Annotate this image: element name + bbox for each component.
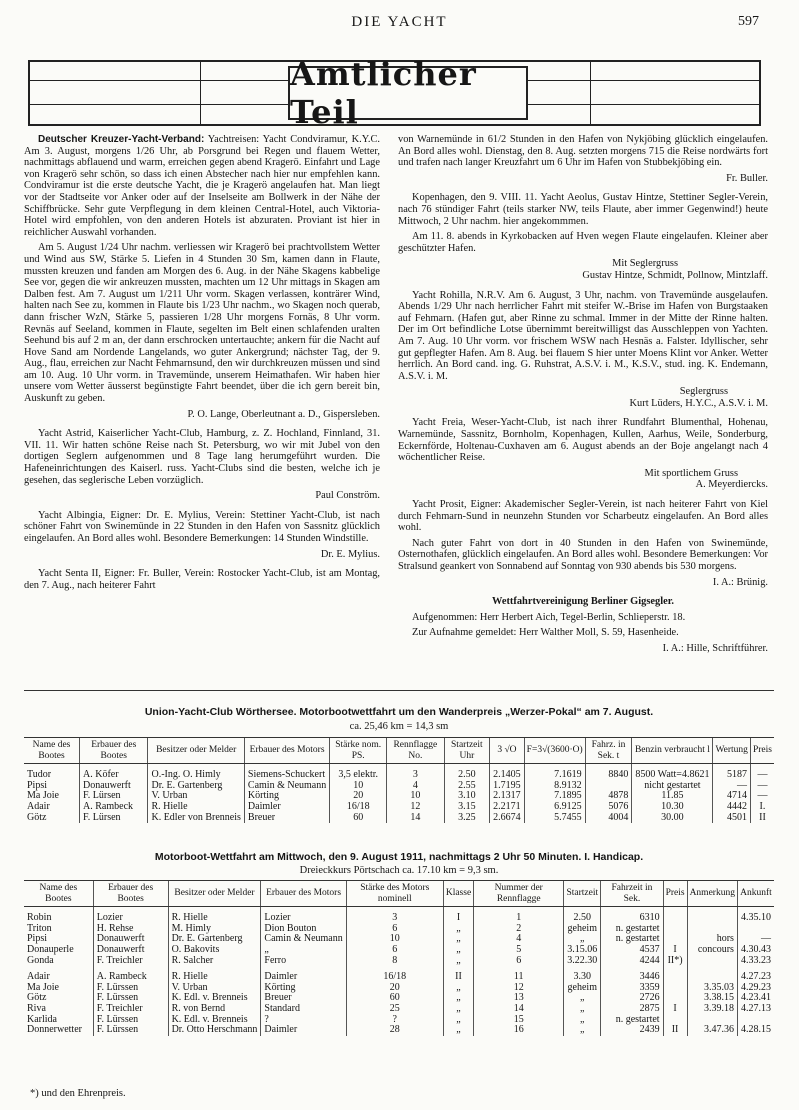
table-cell: Camin & Neumann bbox=[261, 934, 346, 945]
table-cell: K. Edl. v. Brenneis bbox=[168, 1015, 261, 1026]
table-cell: 1.7195 bbox=[490, 781, 525, 792]
table-cell: Ma Joie bbox=[27, 790, 59, 802]
table-cell: 8 bbox=[346, 956, 443, 967]
table-cell bbox=[687, 907, 737, 924]
table-cell: „ bbox=[443, 924, 473, 935]
table-cell: 4.35.10 bbox=[737, 907, 774, 924]
signature: P. O. Lange, Oberleutnant a. D., Gispersleben. bbox=[187, 408, 380, 420]
table-body bbox=[24, 907, 774, 1036]
table-cell: O. Bakovits bbox=[168, 945, 261, 956]
table-cell: 4.23.41 bbox=[737, 993, 774, 1004]
footnote: *) und den Ehrenpreis. bbox=[30, 1088, 126, 1099]
column-header: Fahrzeit in Sek. bbox=[601, 881, 663, 907]
column-header: Nummer der Rennflagge bbox=[474, 881, 564, 907]
table-cell: Camin & Neumann bbox=[244, 781, 329, 792]
table-cell: I bbox=[663, 945, 687, 956]
paragraph: Nach guter Fahrt von dort in 40 Stunden in den Hafen von Swinemünde, Osternothafen, glücklich eingelaufen. An Bord alles wohl. Besondere Bemerkungen: Vor Stralsund geankert von Sonnabend auf Sonntag von 930 abends bis 530 morgens. bbox=[398, 537, 768, 572]
table-cell bbox=[687, 966, 737, 983]
table-cell: A. Rambeck bbox=[93, 966, 168, 983]
table2-subtitle: Dreieckkurs Pörtschach ca. 17.10 km = 9,3 sm. bbox=[299, 865, 499, 876]
table-cell: R. Hielle bbox=[168, 907, 261, 924]
table-cell: 30.00 bbox=[632, 813, 713, 824]
table-cell: 7.1619 bbox=[524, 764, 585, 781]
table-cell: Dr. E. Gartenberg bbox=[168, 934, 261, 945]
table-cell: 8500 Watt=4.8621 bbox=[632, 764, 713, 781]
table-cell: 4244 bbox=[601, 956, 663, 967]
column-header: Preis bbox=[663, 881, 687, 907]
signature: A. Meyerdiercks. bbox=[695, 479, 768, 491]
table-cell: Standard bbox=[261, 1004, 346, 1015]
table-cell bbox=[663, 966, 687, 983]
table-cell: 2.6674 bbox=[490, 813, 525, 824]
table-cell: A. Rambeck bbox=[80, 802, 148, 813]
table-cell: II bbox=[663, 1025, 687, 1036]
table-cell: Donauwerft bbox=[80, 781, 148, 792]
table-cell: Karlida bbox=[27, 1013, 57, 1025]
signature: Fr. Buller. bbox=[726, 172, 768, 184]
column-header: Erbauer des Motors bbox=[261, 881, 346, 907]
table-cell: I bbox=[663, 1004, 687, 1015]
table-cell: Lozier bbox=[93, 907, 168, 924]
paragraph: Yacht Rohilla, N.R.V. Am 6. August, 3 Uhr, nachm. von Travemünde ausgelaufen. Abends 1/29 Uhr nach herrlicher Fahrt mit steifer W.-Brise im Hafen von Burgstaaken auf Fehmarn. (Hafen gut, aber Rinne zu schmal. Immer in der Mitte der Rinne halten. Der im Ort befindliche Lotse übernimmt bereitwilligst das Ausschleppen von Yachten. Am 7. Aug. 10 Uhr vorm. vor frischem WSW nach Hesnäs a. Falster. Idyllischer, sehr gut gepflegter Hafen. Am 8. Aug. bei flauem S hier unter Moens Klint vor Anker. Wetter herrlich. An Bord cand. ing. G. Ruhstrat, A.S.V. i. M., K.S.V., stud. ing. K. Endemann, A.S.V. i. M. bbox=[398, 289, 768, 382]
table-cell: Ferro bbox=[261, 956, 346, 967]
table-cell: F. Lürsen bbox=[80, 791, 148, 802]
column-header: Name des Bootes bbox=[24, 881, 93, 907]
section-divider bbox=[24, 690, 774, 691]
table-cell: Tudor bbox=[27, 769, 52, 781]
table-cell: 4.29.23 bbox=[737, 983, 774, 994]
table-cell: Körting bbox=[244, 791, 329, 802]
table-cell: „ bbox=[564, 1004, 601, 1015]
table-cell: 1 bbox=[474, 907, 564, 924]
table-cell: „ bbox=[564, 1025, 601, 1036]
table-cell: Donauwerft bbox=[93, 934, 168, 945]
table-cell: 12 bbox=[387, 802, 444, 813]
column-header: Besitzer oder Melder bbox=[148, 738, 244, 764]
table-cell: 2.50 bbox=[444, 764, 490, 781]
left-column bbox=[24, 134, 380, 595]
table-cell: Triton bbox=[27, 922, 52, 934]
paragraph: von Warnemünde in 61/2 Stunden in den Hafen von Nykjöbing glücklich eingelaufen. An Bord alles wohl. Dienstag, den 8. Aug. setzten morgens 715 die Reise nordwärts fort und trafen nach langer Kreuzfahrt um 6 Uhr im Hafen von Stubbekjöbing ein. bbox=[398, 134, 768, 169]
running-head: DIE YACHT bbox=[351, 14, 448, 30]
table-cell: 60 bbox=[330, 813, 387, 824]
table-cell: 3,5 elektr. bbox=[330, 764, 387, 781]
table-cell: Körting bbox=[261, 983, 346, 994]
table-cell: K. Edler von Brenneis bbox=[148, 813, 244, 824]
table-cell: 11.85 bbox=[632, 791, 713, 802]
signature: Kurt Lüders, H.Y.C., A.S.V. i. M. bbox=[629, 397, 768, 409]
table-cell: M. Himly bbox=[168, 924, 261, 935]
table-cell: II bbox=[750, 813, 774, 824]
column-header: 3 √O bbox=[490, 738, 525, 764]
column-header: Benzin verbraucht l bbox=[632, 738, 713, 764]
column-header: Anmerkung bbox=[687, 881, 737, 907]
table-cell: 2875 bbox=[601, 1004, 663, 1015]
table-cell: 4714 bbox=[713, 791, 750, 802]
table-cell: 6.9125 bbox=[524, 802, 585, 813]
table-row bbox=[24, 1004, 774, 1015]
paragraph: Aufgenommen: Herr Herbert Aich, Tegel-Berlin, Schlieperstr. 18. bbox=[412, 611, 686, 623]
table-cell: 3.38.15 bbox=[687, 993, 737, 1004]
table-cell: 3359 bbox=[601, 983, 663, 994]
column-header: Startzeit bbox=[564, 881, 601, 907]
table-cell: „ bbox=[443, 1004, 473, 1015]
table-cell: 4501 bbox=[713, 813, 750, 824]
table-header-row bbox=[24, 738, 774, 764]
table-cell: 5076 bbox=[585, 802, 632, 813]
table-cell: — bbox=[713, 781, 750, 792]
table-cell: Lozier bbox=[261, 907, 346, 924]
signature: Gustav Hintze, Schmidt, Pollnow, Mintzlaff. bbox=[582, 269, 768, 281]
table-cell: F. Lürsen bbox=[80, 813, 148, 824]
paragraph: Yacht Freia, Weser-Yacht-Club, ist nach ihrer Rundfahrt Blumenthal, Hohenau, Warnemünde, Sassnitz, Bornholm, Kopenhagen, Kullen, Aarhus, Weile, Sonderburg, Eckernförde, Holtenau-Cuxhaven am 6. August abends an der Boje angelangt nach 4 wöchentlicher Reise. bbox=[398, 417, 768, 464]
table-cell: 2.55 bbox=[444, 781, 490, 792]
results-table-1 bbox=[24, 737, 774, 823]
column-header: Besitzer oder Melder bbox=[168, 881, 261, 907]
table-cell: n. gestartet bbox=[601, 934, 663, 945]
table-cell: geheim bbox=[564, 924, 601, 935]
column-header: Stärke nom. PS. bbox=[330, 738, 387, 764]
table-cell: 2.2171 bbox=[490, 802, 525, 813]
table-cell: „ bbox=[443, 945, 473, 956]
table-cell: 4.30.43 bbox=[737, 945, 774, 956]
table-row bbox=[24, 907, 774, 924]
table-cell: 4537 bbox=[601, 945, 663, 956]
table-row bbox=[24, 764, 774, 781]
table-cell: F. Lürssen bbox=[93, 983, 168, 994]
table-cell: — bbox=[737, 934, 774, 945]
table-cell: 3.39.18 bbox=[687, 1004, 737, 1015]
table-cell: Donnerwetter bbox=[27, 1024, 82, 1036]
table-cell: 10 bbox=[346, 934, 443, 945]
table-cell: 16 bbox=[474, 1025, 564, 1036]
table-cell: 10 bbox=[387, 791, 444, 802]
column-header: Name des Bootes bbox=[24, 738, 80, 764]
table-cell bbox=[687, 956, 737, 967]
table-cell: „ bbox=[261, 945, 346, 956]
table-cell: 8.9132 bbox=[524, 781, 585, 792]
table2-title: Motorboot-Wettfahrt am Mittwoch, den 9. August 1911, nachmittags 2 Uhr 50 Minuten. I. Handicap. bbox=[154, 851, 644, 863]
table-cell: O.-Ing. O. Himly bbox=[148, 764, 244, 781]
table-cell: 3.25 bbox=[444, 813, 490, 824]
table-cell: V. Urban bbox=[148, 791, 244, 802]
table-row bbox=[24, 802, 774, 813]
table-cell: 13 bbox=[474, 993, 564, 1004]
table-cell: „ bbox=[443, 956, 473, 967]
table-cell: Daimler bbox=[244, 802, 329, 813]
table-cell: „ bbox=[443, 983, 473, 994]
paragraph: Am 5. August 1/24 Uhr nachm. verliessen wir Kragerö bei prachtvollstem Wetter und Wind aus SW, Stärke 5. Liefen in 4 Stunden 30 Sm, kamen dann in Flaute, mussten kreuzen und fanden am Morgen des 6. Aug. in der Nähe Skagens kabbelige See vor, gegen die wir ankreuzen mussten, machten um 12 Uhr mittags in Skagen am Dalben fest. Am 7. August um 1/211 Uhr vorm. Skagen verlassen, konträrer Wind, halten nach See zu, kommen in Flaute bis 1/23 Uhr nachm., wo Skagen noch querab, dann frischer WzN, Stärke 5, passieren 1/28 Uhr morgens Fornäs, 8 Uhr vorm. Revnäs auf Seeland, kommen in Flaute, segelten im Belt einen schlafenden uralten Seehund bis auf 2 m an, der dann erschrocken untertauchte; ankern für die Nacht auf Hove Sand am Nordende Langelands, wo guter Ankergrund; nächster Tag, der 9. Aug., flau, erreichen zur Nacht Fehmarnsund, den wir durchkreuzen müssen und sind am 10. Aug. 10 Uhr vorm. in Travemünde, unserem Heimathafen. Wir haben hier unsere vom Wetter äusserst begünstigte Fahrt beendet, über die ich gern bereit bin, Auskunft zu geben. bbox=[24, 242, 380, 405]
table-cell: 6 bbox=[346, 945, 443, 956]
table-cell: Gonda bbox=[27, 954, 54, 966]
table-cell: 15 bbox=[474, 1015, 564, 1026]
column-header: Wertung bbox=[713, 738, 750, 764]
column-header: Erbauer des Bootes bbox=[80, 738, 148, 764]
table-cell: „ bbox=[443, 1025, 473, 1036]
table-cell: A. Köfer bbox=[80, 764, 148, 781]
column-header: Rennflagge No. bbox=[387, 738, 444, 764]
table-cell: „ bbox=[564, 993, 601, 1004]
table-cell: 20 bbox=[330, 791, 387, 802]
table-cell: 16/18 bbox=[330, 802, 387, 813]
table-cell: 4.33.23 bbox=[737, 956, 774, 967]
table-cell: Dr. E. Gartenberg bbox=[148, 781, 244, 792]
table-cell: 3.15.06 bbox=[564, 945, 601, 956]
paragraph: Yacht Senta II, Eigner: Fr. Buller, Verein: Rostocker Yacht-Club, ist am Montag, den 7. Aug., nach heiterer Fahrt bbox=[24, 568, 380, 591]
table-cell: R. Hielle bbox=[168, 966, 261, 983]
table-row bbox=[24, 956, 774, 967]
table-cell: 3.35.03 bbox=[687, 983, 737, 994]
table-cell: 6310 bbox=[601, 907, 663, 924]
table-cell: 3.15 bbox=[444, 802, 490, 813]
column-header: Erbauer des Bootes bbox=[93, 881, 168, 907]
table-cell: 4004 bbox=[585, 813, 632, 824]
table-cell: K. Edl. v. Brenneis bbox=[168, 993, 261, 1004]
table-cell: n. gestartet bbox=[601, 1015, 663, 1026]
table-cell bbox=[663, 983, 687, 994]
banner-title: Amtlicher Teil bbox=[290, 55, 477, 131]
table-cell: 25 bbox=[346, 1004, 443, 1015]
paragraph: Am 11. 8. abends in Kyrkobacken auf Hven wegen Flaute eingelaufen. Kleiner aber geschützter Hafen. bbox=[398, 231, 768, 254]
column-header: F=3√(3600·O) bbox=[524, 738, 585, 764]
table-cell: „ bbox=[443, 934, 473, 945]
table-cell: 3.47.36 bbox=[687, 1025, 737, 1036]
table-cell: Adair bbox=[27, 971, 50, 983]
table-cell: Donauwerft bbox=[93, 945, 168, 956]
table-cell: F. Lürssen bbox=[93, 1025, 168, 1036]
table-cell: hors bbox=[687, 934, 737, 945]
table-cell: „ bbox=[564, 934, 601, 945]
table-cell: 2439 bbox=[601, 1025, 663, 1036]
table-cell: 2.1405 bbox=[490, 764, 525, 781]
table-cell: 3 bbox=[387, 764, 444, 781]
table-cell: R. Hielle bbox=[148, 802, 244, 813]
table-cell: Breuer bbox=[261, 993, 346, 1004]
table-cell: 7.1895 bbox=[524, 791, 585, 802]
table-cell: nicht gestartet bbox=[632, 781, 713, 792]
table-cell: ? bbox=[261, 1015, 346, 1026]
column-header: Ankunft bbox=[737, 881, 774, 907]
table1-title: Union-Yacht-Club Wörthersee. Motorbootwettfahrt um den Wanderpreis „Werzer-Pokal“ am 7. August. bbox=[144, 706, 654, 718]
table-cell: I bbox=[443, 907, 473, 924]
table-row bbox=[24, 1025, 774, 1036]
table-cell: 14 bbox=[474, 1004, 564, 1015]
table-cell: 3.10 bbox=[444, 791, 490, 802]
table-cell: n. gestartet bbox=[601, 924, 663, 935]
table-cell: concours bbox=[687, 945, 737, 956]
table-cell: 4 bbox=[387, 781, 444, 792]
column-header: Stärke des Motors nominell bbox=[346, 881, 443, 907]
table-cell: 4.27.23 bbox=[737, 966, 774, 983]
paragraph: Yacht Prosit, Eigner: Akademischer Segler-Verein, ist nach heiterer Fahrt von Kiel durch Fehmarn-Sund in neunzehn Stunden vor Scharbeutz eingelaufen. An Bord alles wohl. bbox=[398, 499, 768, 534]
table-cell: 14 bbox=[387, 813, 444, 824]
table-cell: II bbox=[443, 966, 473, 983]
section-heading: Wettfahrtvereinigung Berliner Gigsegler. bbox=[492, 596, 674, 608]
table-cell: Robin bbox=[27, 912, 52, 924]
paragraph: Yacht Astrid, Kaiserlicher Yacht-Club, Hamburg, z. Z. Hochland, Finnland, 31. VII. 11. Wir hatten schöne Reise nach St. Petersburg, wo wir mit Jubel von den dortigen Seglern aufgenommen und 8 Tage lang herumgeführt wurden. Die Hafeneinrichtungen des Kaiserl. russ. Yacht-Clubs sind die besten, welche ich je gesehen, das seglerische Leben vorzüglich. bbox=[24, 428, 380, 486]
table-cell: 5.7455 bbox=[524, 813, 585, 824]
results-table-2 bbox=[24, 880, 774, 1036]
table-cell: II*) bbox=[663, 956, 687, 967]
table-cell: 3446 bbox=[601, 966, 663, 983]
table-cell: Pipsi bbox=[27, 933, 48, 945]
table-body bbox=[24, 764, 774, 823]
paragraph: Zur Aufnahme gemeldet: Herr Walther Moll, S. 59, Hasenheide. bbox=[412, 627, 679, 639]
table-row bbox=[24, 945, 774, 956]
table-cell: Siemens-Schuckert bbox=[244, 764, 329, 781]
table-cell: 20 bbox=[346, 983, 443, 994]
column-header: Startzeit Uhr bbox=[444, 738, 490, 764]
table-cell: Adair bbox=[27, 800, 50, 812]
banner-title-box bbox=[288, 55, 528, 131]
table-cell: 4878 bbox=[585, 791, 632, 802]
table-cell: geheim bbox=[564, 983, 601, 994]
running-header bbox=[0, 14, 799, 34]
table-cell: 8840 bbox=[585, 764, 632, 781]
table-cell bbox=[663, 907, 687, 924]
table-cell: 6 bbox=[474, 956, 564, 967]
column-header: Fahrz. in Sek. t bbox=[585, 738, 632, 764]
right-column bbox=[398, 134, 768, 663]
table-cell: 2.50 bbox=[564, 907, 601, 924]
table-cell: 3.30 bbox=[564, 966, 601, 983]
table-cell: 10.30 bbox=[632, 802, 713, 813]
table-cell: 12 bbox=[474, 983, 564, 994]
table-cell: Dion Bouton bbox=[261, 924, 346, 935]
table-cell: Breuer bbox=[244, 813, 329, 824]
table-cell: 28 bbox=[346, 1025, 443, 1036]
table-cell: 4 bbox=[474, 934, 564, 945]
table-cell bbox=[663, 924, 687, 935]
table-cell: H. Rehse bbox=[93, 924, 168, 935]
table-cell: 2.1317 bbox=[490, 791, 525, 802]
table-cell: 11 bbox=[474, 966, 564, 983]
table-cell: 3.22.30 bbox=[564, 956, 601, 967]
table-cell: Pipsi bbox=[27, 779, 48, 791]
page-number: 597 bbox=[738, 14, 759, 29]
column-header: Erbauer des Motors bbox=[244, 738, 329, 764]
table-cell: 4.28.15 bbox=[737, 1025, 774, 1036]
signature: Mit Seglergruss bbox=[612, 258, 678, 270]
table-cell: Daimler bbox=[261, 1025, 346, 1036]
table-cell: 3 bbox=[346, 907, 443, 924]
table-cell: R. von Bernd bbox=[168, 1004, 261, 1015]
signature: I. A.: Hille, Schriftführer. bbox=[662, 642, 768, 654]
run-in-heading: Deutscher Kreuzer-Yacht-Verband: bbox=[38, 134, 205, 145]
table-cell: 5187 bbox=[713, 764, 750, 781]
column-header: Preis bbox=[750, 738, 774, 764]
table-cell: ? bbox=[346, 1015, 443, 1026]
table-cell: — bbox=[750, 781, 774, 792]
table-row bbox=[24, 813, 774, 824]
paragraph: Kopenhagen, den 9. VIII. 11. Yacht Aeolus, Gustav Hintze, Stettiner Segler-Verein, nach 76 stündiger Fahrt (teils starker NW, teils Flaute, aber immer Gegenwind!) heute Mittwoch, 2 Uhr nachm. hier angekommmen. bbox=[398, 192, 768, 227]
signature: I. A.: Brünig. bbox=[712, 576, 768, 588]
table-cell: „ bbox=[443, 993, 473, 1004]
table-cell: — bbox=[750, 764, 774, 781]
table-cell: — bbox=[750, 791, 774, 802]
table-cell: Riva bbox=[27, 1002, 46, 1014]
table-cell: Donauperle bbox=[27, 943, 74, 955]
table-cell: 6 bbox=[346, 924, 443, 935]
paragraph bbox=[24, 134, 380, 238]
table-row bbox=[24, 966, 774, 983]
table-header-row bbox=[24, 881, 774, 907]
table-cell: 10 bbox=[330, 781, 387, 792]
table-cell: 4442 bbox=[713, 802, 750, 813]
table-cell: Götz bbox=[27, 811, 47, 823]
table-cell: 4.27.13 bbox=[737, 1004, 774, 1015]
table-cell: F. Treichler bbox=[93, 1004, 168, 1015]
table-cell: „ bbox=[443, 1015, 473, 1026]
signature: Paul Conström. bbox=[315, 490, 380, 502]
table-cell: Dr. Otto Herschmann bbox=[168, 1025, 261, 1036]
table-cell: F. Treichler bbox=[93, 956, 168, 967]
table-cell: F. Lürssen bbox=[93, 1015, 168, 1026]
table-cell: I. bbox=[750, 802, 774, 813]
table-cell: V. Urban bbox=[168, 983, 261, 994]
section-banner bbox=[28, 55, 761, 131]
signature: Mit sportlichem Gruss bbox=[644, 467, 738, 479]
table-cell: R. Salcher bbox=[168, 956, 261, 967]
table-cell: 60 bbox=[346, 993, 443, 1004]
table1-subtitle: ca. 25,46 km = 14,3 sm bbox=[349, 721, 449, 732]
table-cell: F. Lürssen bbox=[93, 993, 168, 1004]
table-cell: 16/18 bbox=[346, 966, 443, 983]
table-cell: 5 bbox=[474, 945, 564, 956]
signature: Dr. E. Mylius. bbox=[320, 548, 380, 560]
table-cell: Daimler bbox=[261, 966, 346, 983]
paragraph: Yacht Albingia, Eigner: Dr. E. Mylius, Verein: Stettiner Yacht-Club, ist nach schöner Fahrt von Swinemünde in 22 Stunden in den Hafen von Sassnitz glücklich eingelaufen. An Bord alles wohl. Besondere Bemerkungen: 14 Stunden Windstille. bbox=[24, 509, 380, 544]
table-cell: Ma Joie bbox=[27, 981, 59, 993]
table-cell: 2726 bbox=[601, 993, 663, 1004]
table-cell: „ bbox=[564, 1015, 601, 1026]
paragraph-text: Yachtreisen: Yacht Condviramur, K.Y.C. Am 3. August, morgens 1/26 Uhr, ab Porsgrund bei Regen und flauem Wetter, nachmittags abflauend und warm, erreichen gegen abend Kragerö. Einfahrt und Lage von Kragerö sehr schön, so dass ich einen Abstecher nach hier nur empfehlen kann. Condviramur ist die erste deutsche Yacht, die je Kragerö angelaufen hat. Man liegt vor der Stadtseite vor Anker oder auf der Inselseite am Bollwerk in der Nähe der Schiffbrücke. Sehr gute Verpflegung in dem kleinen Central-Hotel, auch Viktoria-Hotel wird empfohlen, von den anderen Hotels ist abzuraten. Proviant ist hier in reichlicher Auswahl vorhanden. bbox=[24, 134, 380, 238]
signature: Seglergruss bbox=[679, 386, 728, 398]
table-cell: Götz bbox=[27, 992, 47, 1004]
column-header: Klasse bbox=[443, 881, 473, 907]
table-cell: 2 bbox=[474, 924, 564, 935]
